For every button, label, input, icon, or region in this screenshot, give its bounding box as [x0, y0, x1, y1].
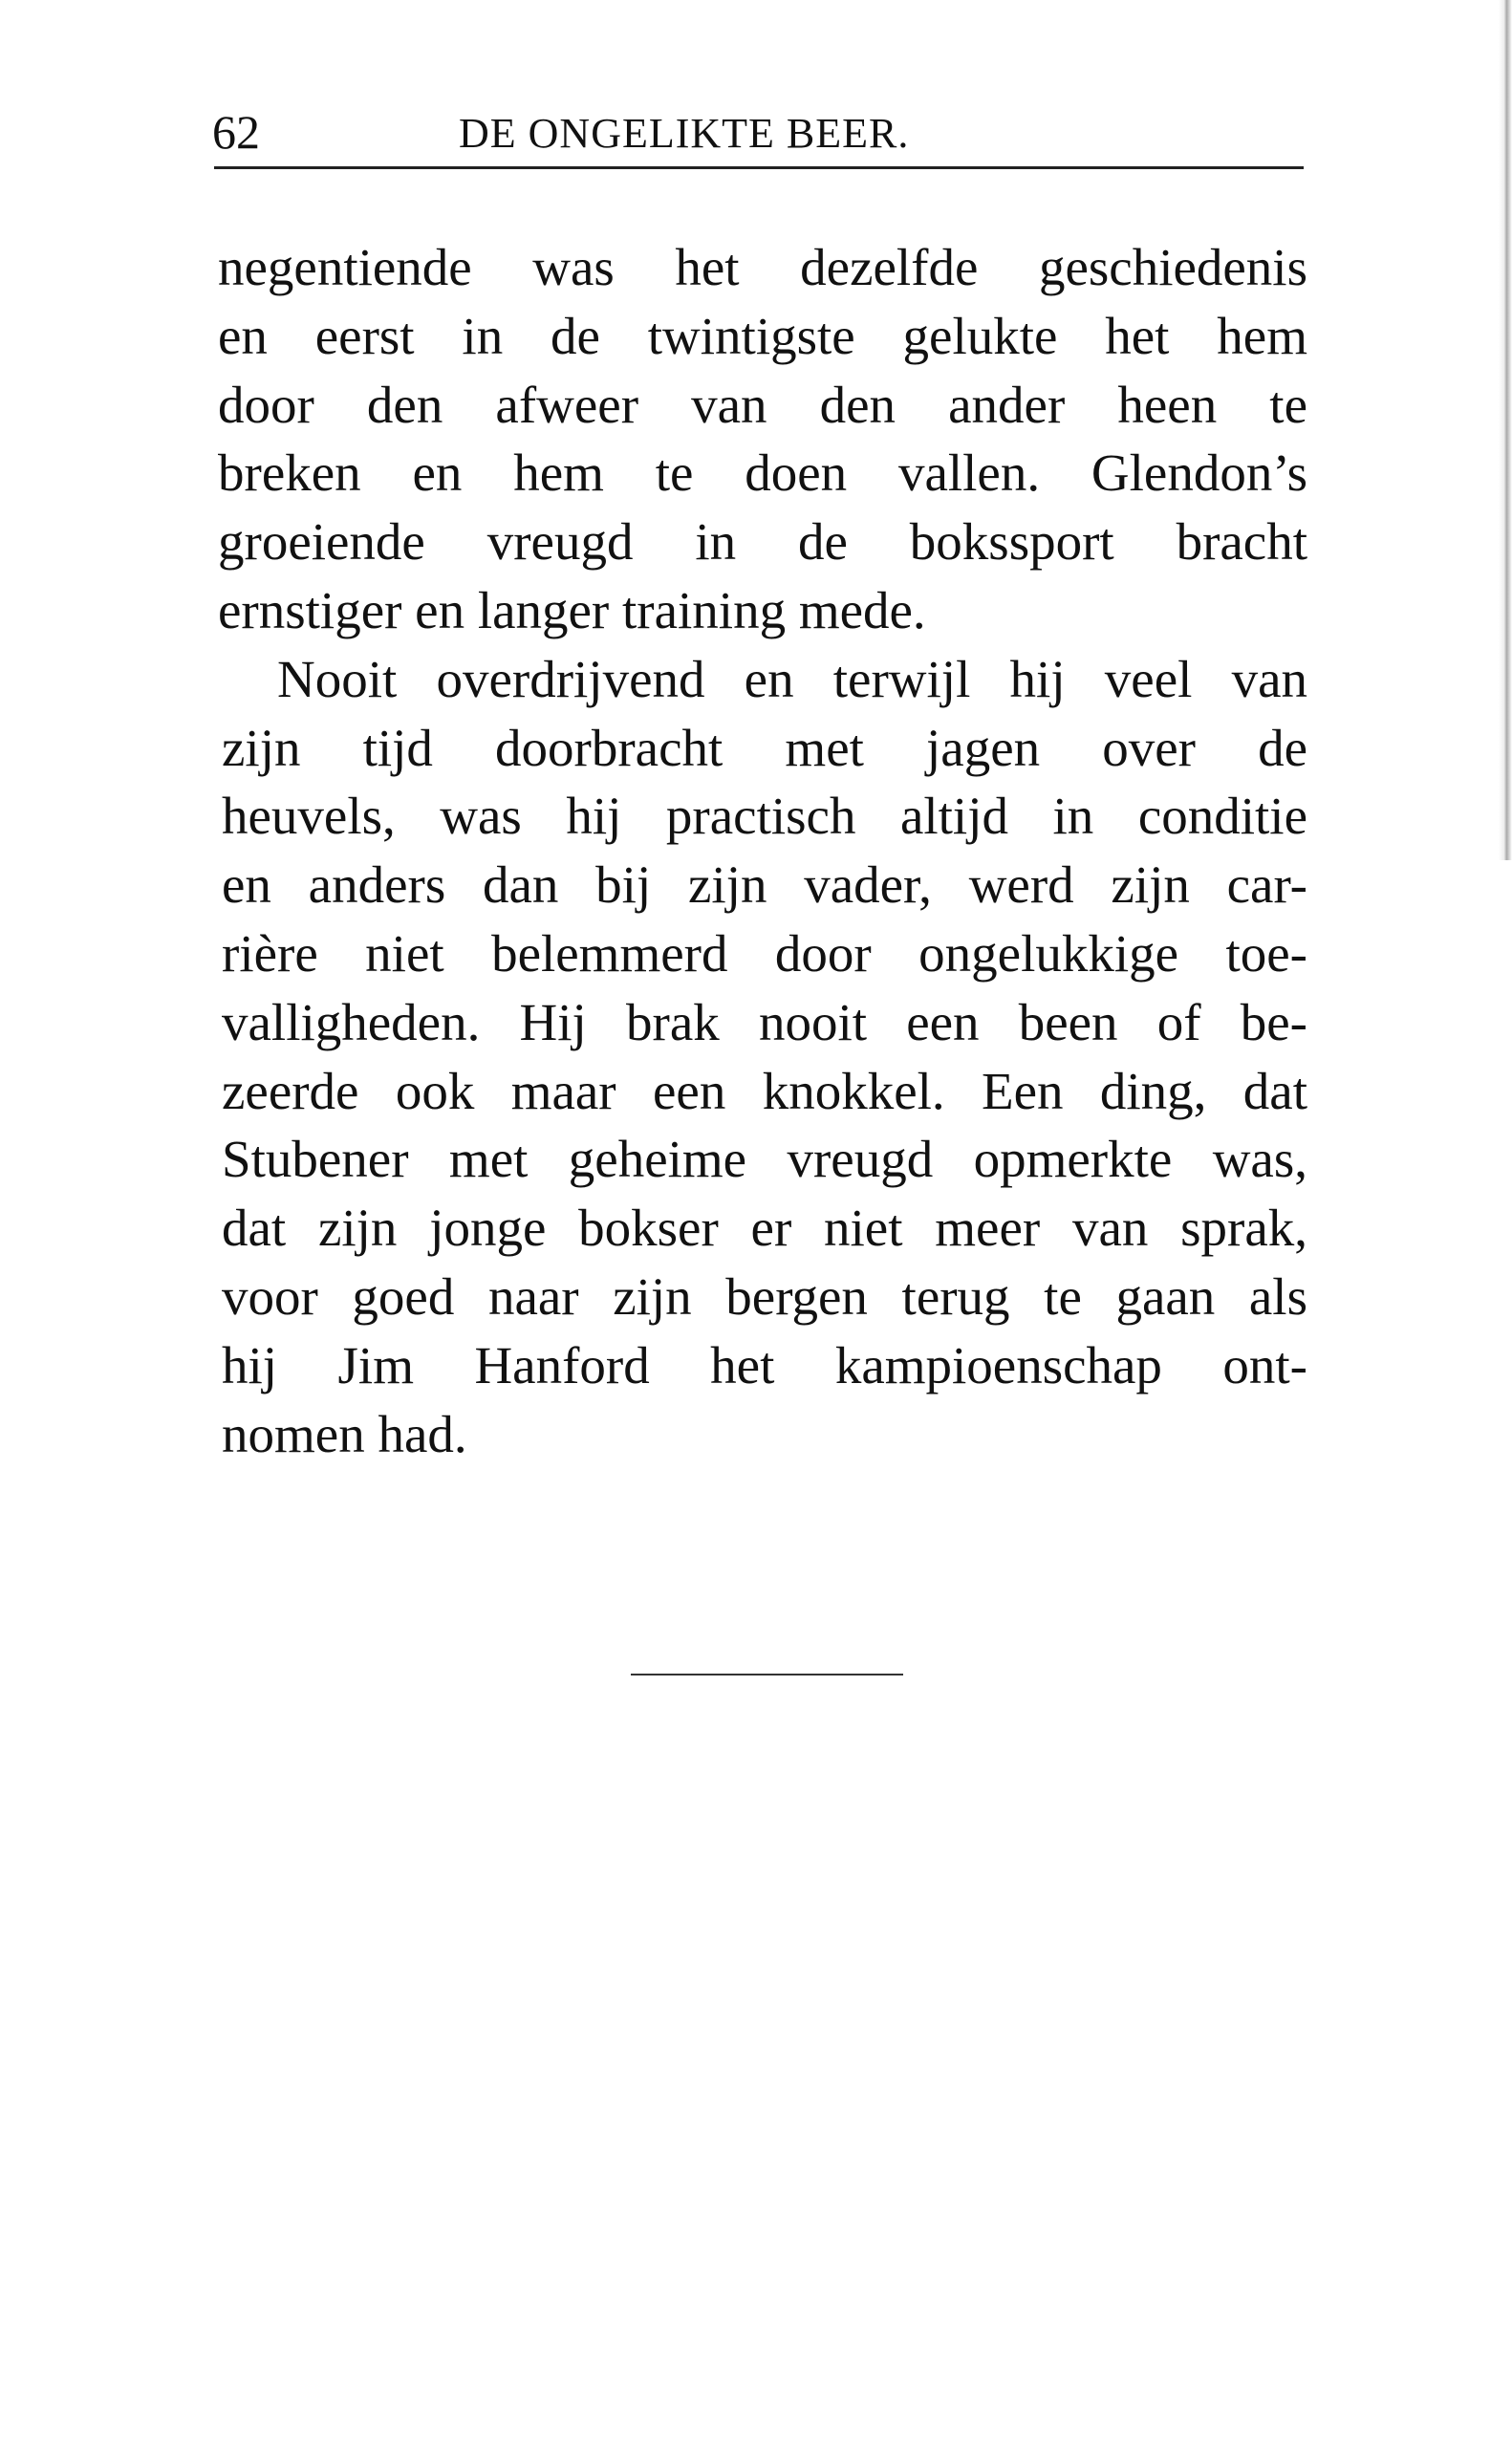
text-line: zeerde ook maar een knokkel. Een ding, dat — [222, 1061, 1307, 1120]
text-line: breken en hem te doen vallen. Glendon’s — [218, 443, 1307, 503]
scan-edge-shadow — [1499, 0, 1512, 860]
text-line: valligheden. Hij brak nooit een been of be- — [222, 992, 1307, 1051]
running-title: DE ONGELIKTE BEER. — [459, 110, 910, 157]
page-number: 62 — [212, 105, 260, 159]
text-line: en eerst in de twintigste gelukte het hem — [218, 306, 1307, 365]
text-line: voor goed naar zijn bergen terug te gaan als — [222, 1266, 1307, 1326]
text-line: Stubener met geheime vreugd opmerkte was, — [222, 1130, 1307, 1189]
text-line: en anders dan bij zijn vader, werd zijn car- — [222, 855, 1307, 915]
text-line: hij Jim Hanford het kampioenschap ont- — [222, 1335, 1307, 1394]
text-line: ernstiger en langer training mede. — [218, 580, 926, 639]
text-line: groeiende vreugd in de bokssport bracht — [218, 512, 1307, 572]
text-line: zijn tijd doorbracht met jagen over de — [222, 718, 1307, 777]
paragraph-2 — [222, 645, 1307, 1469]
text-line: Nooit overdrijvend en terwijl hij veel van — [277, 649, 1307, 708]
paragraph-1 — [218, 233, 1307, 645]
text-line: dat zijn jonge bokser er niet meer van sprak, — [222, 1199, 1307, 1258]
body-text — [218, 233, 1307, 1468]
text-line: negentiende was het dezelfde geschiedenis — [218, 238, 1307, 296]
header-rule — [214, 166, 1304, 169]
text-line: rière niet belemmerd door ongelukkige toe- — [222, 923, 1307, 983]
chapter-end-rule — [631, 1674, 903, 1676]
text-line: door den afweer van den ander heen te — [218, 375, 1307, 434]
text-line: nomen had. — [222, 1404, 467, 1463]
text-line: heuvels, was hij practisch altijd in conditie — [222, 787, 1307, 846]
